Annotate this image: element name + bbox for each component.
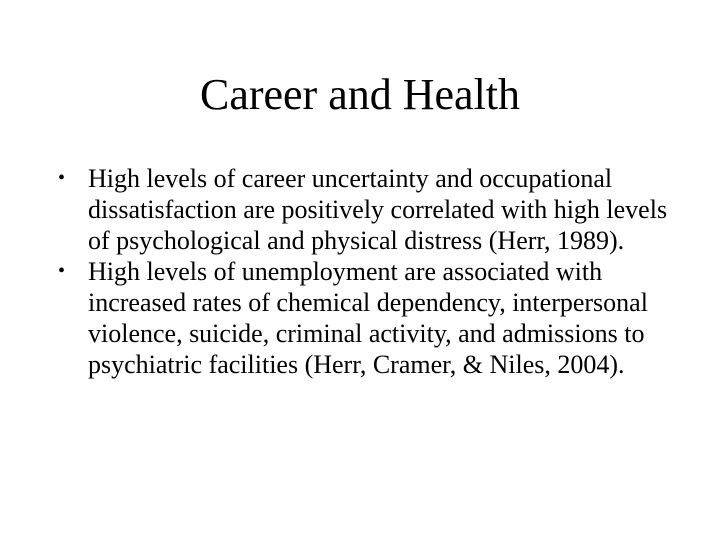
bullet-marker: • <box>58 167 66 189</box>
bullet-item <box>54 163 674 256</box>
bullet-text: High levels of unemployment are associated with increased rates of chemical dependency, interpersonal violence, suicide, criminal activity, and admissions to psychiatric facilities (Herr, Cramer, & Niles, 2004). <box>88 257 648 379</box>
slide-title: Career and Health <box>199 70 521 119</box>
bullet-item <box>54 256 674 380</box>
bullet-text: High levels of career uncertainty and occupational dissatisfaction are positively correlated with high levels of psychological and physical distress (Herr, 1989). <box>88 164 668 255</box>
bullet-marker: • <box>58 260 66 282</box>
bullet-list <box>54 163 674 380</box>
